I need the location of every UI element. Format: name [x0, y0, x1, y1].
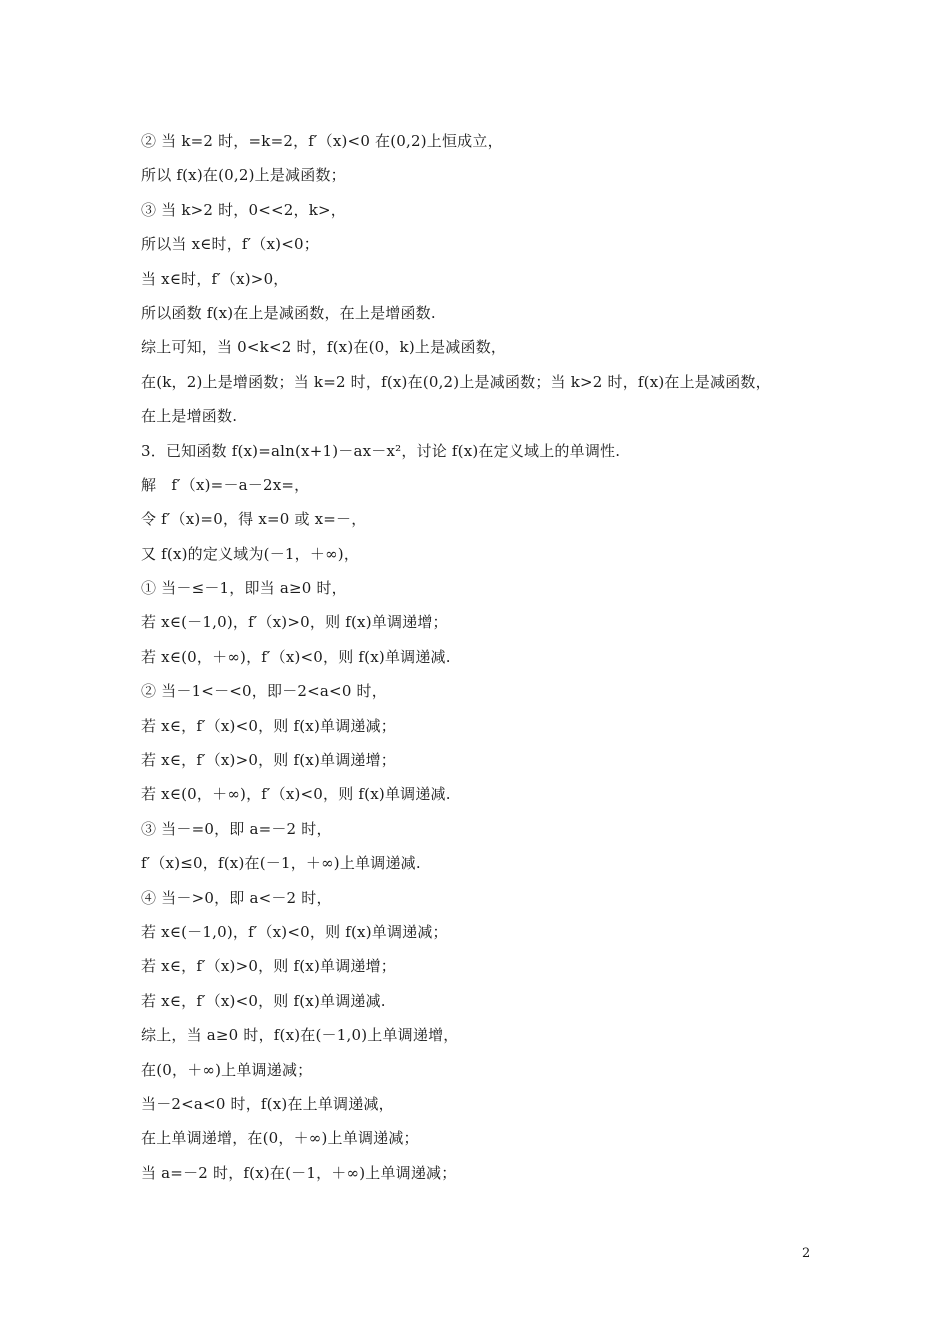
text-line: 在(k，2)上是增函数；当 k=2 时，f(x)在(0,2)上是减函数；当 k>2 时，f(x)在上是减函数， [141, 372, 771, 391]
text-line: 若 x∈(－1,0)，f′（x)>0，则 f(x)单调递增； [141, 613, 448, 632]
text-line: 综上，当 a≥0 时，f(x)在(－1,0)上单调递增， [141, 1026, 459, 1045]
text-line: 当 a=－2 时，f(x)在(－1，＋∞)上单调递减； [141, 1163, 457, 1182]
text-line: 若 x∈(－1,0)，f′（x)<0，则 f(x)单调递减； [141, 922, 448, 941]
text-line: ① 当－≤－1，即当 a≥0 时， [141, 579, 347, 598]
text-line: 在(0，＋∞)上单调递减； [141, 1060, 313, 1079]
text-line: ③ 当 k>2 时，0<<2，k>， [141, 200, 346, 219]
text-line: 综上可知，当 0<k<2 时，f(x)在(0，k)上是减函数， [141, 338, 507, 357]
text-line: 若 x∈，f′（x)>0，则 f(x)单调递增； [141, 751, 396, 770]
text-line: 所以当 x∈时，f′（x)<0； [141, 235, 319, 254]
text-line: 若 x∈，f′（x)>0，则 f(x)单调递增； [141, 957, 396, 976]
text-line: 若 x∈，f′（x)<0，则 f(x)单调递减； [141, 716, 396, 735]
text-line: 若 x∈，f′（x)<0，则 f(x)单调递减. [141, 991, 386, 1010]
text-line: 所以函数 f(x)在上是减函数，在上是增函数. [141, 303, 436, 322]
page-number: 2 [802, 1246, 811, 1261]
text-line: ② 当 k=2 时，=k=2，f′（x)<0 在(0,2)上恒成立， [141, 132, 503, 150]
text-line: 所以 f(x)在(0,2)上是减函数； [141, 166, 346, 185]
text-line: ② 当－1<－<0，即－2<a<0 时， [141, 682, 387, 701]
text-line: 又 f(x)的定义域为(－1，＋∞)， [141, 544, 360, 563]
text-line: ③ 当－=0，即 a=－2 时， [141, 819, 332, 838]
text-line: 当－2<a<0 时，f(x)在上单调递减， [141, 1094, 394, 1113]
text-line: 令 f′（x)=0，得 x=0 或 x=－， [141, 510, 367, 529]
text-line: 当 x∈时，f′（x)>0， [141, 269, 289, 288]
solution-text [141, 124, 841, 1190]
text-line: 若 x∈(0，＋∞)，f′（x)<0，则 f(x)单调递减. [141, 647, 451, 666]
text-line: 在上单调递增，在(0，＋∞)上单调递减； [141, 1129, 419, 1148]
text-line: 若 x∈(0，＋∞)，f′（x)<0，则 f(x)单调递减. [141, 785, 451, 804]
problem-statement: 3．已知函数 f(x)=aln(x+1)－ax－x²，讨论 f(x)在定义域上的单调性. [141, 441, 621, 460]
text-line: 解 f′（x)=－a－2x=， [141, 475, 310, 494]
text-line: f′（x)≤0，f(x)在(－1，＋∞)上单调递减. [141, 854, 421, 873]
text-line: 在上是增函数. [141, 407, 238, 426]
text-line: ④ 当－>0，即 a<－2 时， [141, 888, 332, 907]
